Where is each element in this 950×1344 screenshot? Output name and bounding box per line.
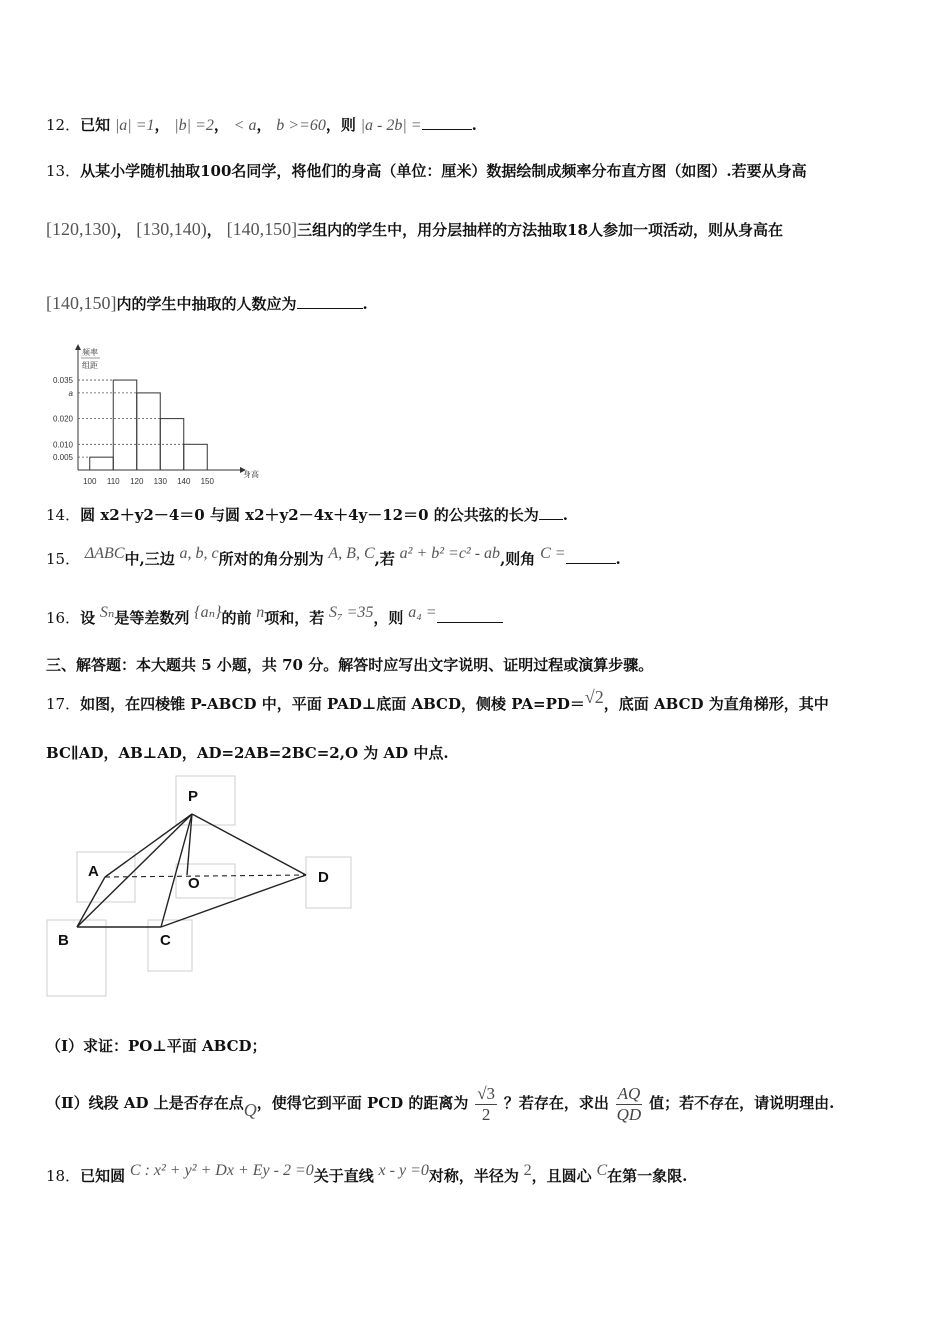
q16-sn: Sₙ <box>99 604 115 621</box>
q17-part2-text-d: 值；若不存在，请说明理由. <box>649 1094 835 1112</box>
q13-interval-3: [140,150] <box>226 219 298 239</box>
q17-fraction-distance <box>475 1084 497 1125</box>
q18-text: ，且圆心 <box>531 1167 592 1185</box>
y-tick-label: 0.020 <box>52 414 73 424</box>
q12-end: . <box>471 116 477 134</box>
x-tick-label: 100 <box>83 477 97 486</box>
label-box-b <box>47 920 106 996</box>
q17-sqrt2: √2 <box>584 687 604 707</box>
q18-center: C <box>596 1162 608 1179</box>
label-box-p <box>176 776 235 825</box>
edge-cd <box>161 875 306 927</box>
x-tick-label: 140 <box>177 477 191 486</box>
q16-an: {aₙ} <box>194 604 222 621</box>
q18-text: 关于直线 <box>313 1167 374 1185</box>
question-16 <box>46 604 503 630</box>
vertex-label-p: P <box>188 788 199 805</box>
q12-sep: ， <box>213 116 229 134</box>
question-13-line2 <box>46 218 783 241</box>
q17-text1: 如图，在四棱锥 P-ABCD 中，平面 PAD⊥底面 ABCD，侧棱 PA=PD＝ <box>80 695 585 713</box>
q13-text: 从某小学随机抽取100名同学，将他们的身高（单位：厘米）数据绘制成频率分布直方图（如图）.若要从身高 <box>80 162 807 180</box>
x-tick-label: 130 <box>153 477 167 486</box>
q14-number: 14． <box>46 506 81 524</box>
q15-angle-c: C = <box>540 545 566 562</box>
q12-math-result: |a - 2b| = <box>360 117 422 134</box>
q13-sep: ， <box>116 221 132 239</box>
q17-part2-text-c: ？若存在，求出 <box>503 1094 609 1112</box>
q15-end: . <box>615 550 621 568</box>
q17-fraction-ratio <box>616 1084 643 1125</box>
vertex-label-d: D <box>318 869 329 886</box>
histogram-bar <box>184 444 208 470</box>
question-12 <box>46 114 477 137</box>
q14-end: . <box>562 506 569 524</box>
q13-interval-4: [140,150] <box>46 293 117 313</box>
q12-math-angle: < a <box>233 117 257 134</box>
label-box-o <box>176 864 235 898</box>
y-tick-label: 0.035 <box>52 376 73 386</box>
histogram-chart <box>40 340 260 492</box>
vertex-label-b: B <box>58 932 69 949</box>
q13-text3: 内的学生中抽取的人数应为 <box>116 295 297 313</box>
q12-answer-blank <box>422 115 472 130</box>
q18-radius: 2 <box>523 1162 532 1179</box>
q16-number: 16． <box>46 609 81 627</box>
y-axis-arrow <box>75 344 81 350</box>
question-14 <box>46 504 568 526</box>
q13-text2: 三组内的学生中，用分层抽样的方法抽取18人参加一项活动，则从身高在 <box>297 221 783 239</box>
q16-text: 是等差数列 <box>114 609 190 627</box>
pyramid-figure <box>40 770 360 1002</box>
question-18 <box>46 1162 688 1188</box>
vertex-label-a: A <box>88 863 99 880</box>
histogram-bar <box>90 457 114 470</box>
q16-answer-blank <box>437 608 503 623</box>
frac-numerator: AQ <box>617 1083 641 1103</box>
edge-pd <box>192 814 306 875</box>
question-17-line2: BC∥AD，AB⊥AD，AD=2AB=2BC=2,O 为 AD 中点. <box>46 744 449 762</box>
histogram-bar <box>137 393 161 470</box>
q18-text: 在第一象限. <box>607 1167 688 1185</box>
q17-text2: ，底面 ABCD 为直角梯形，其中 <box>603 695 829 713</box>
frac-denominator: 2 <box>481 1104 491 1124</box>
question-15 <box>46 545 621 571</box>
q15-text: 中,三边 <box>124 550 175 568</box>
q14-answer-blank <box>539 505 563 520</box>
q16-text: ，则 <box>373 609 404 627</box>
q15-triangle: ΔABC <box>84 545 125 562</box>
x-tick-label: 110 <box>106 477 120 486</box>
q15-text: ,则角 <box>500 550 536 568</box>
q12-math-a: |a| =1 <box>114 117 155 134</box>
q18-number: 18． <box>46 1167 81 1185</box>
q16-text: 项和，若 <box>264 609 325 627</box>
q16-text: 的前 <box>221 609 252 627</box>
vertex-label-o: O <box>188 875 200 892</box>
y-tick-label: 0.005 <box>52 453 73 463</box>
q12-math-angle-val: b >=60 <box>276 117 326 134</box>
q12-sep: ， <box>154 116 170 134</box>
y-tick-label: a <box>68 388 73 398</box>
q12-number: 12． <box>46 116 81 134</box>
q12-text: 已知 <box>80 116 111 134</box>
q13-end: . <box>362 295 368 313</box>
question-13-line3 <box>46 292 368 315</box>
q17-part2-text-a: （Ⅱ）线段 AD 上是否存在点 <box>46 1094 244 1112</box>
section-3-heading: 三、解答题：本大题共 5 小题，共 70 分。解答时应写出文字说明、证明过程或演算步骤。 <box>46 656 654 674</box>
x-axis-label: 身高 <box>243 470 259 479</box>
q17-number: 17． <box>46 695 81 713</box>
histogram-bar <box>113 380 137 470</box>
q15-text: ,若 <box>374 550 395 568</box>
q15-text: 所对的角分别为 <box>218 550 324 568</box>
question-17 <box>46 687 829 715</box>
q15-sides: a, b, c <box>179 545 219 562</box>
q13-sep: ， <box>206 221 222 239</box>
q16-s7: S₇ =35 <box>329 604 374 621</box>
q13-number: 13． <box>46 162 81 180</box>
q18-line-eq: x - y =0 <box>378 1162 429 1179</box>
q15-number: 15． <box>46 550 81 568</box>
q15-equation: a² + b² =c² - ab <box>399 545 501 562</box>
y-tick-label: 0.010 <box>52 440 73 450</box>
q12-sep: ， <box>256 116 272 134</box>
q17-part-1: （Ⅰ）求证：PO⊥平面 ABCD； <box>46 1037 267 1055</box>
q15-angles: A, B, C <box>328 545 375 562</box>
q17-point-q: Q <box>243 1100 257 1120</box>
y-axis-label-top: 频率 <box>82 348 98 357</box>
q13-interval-2: [130,140) <box>136 219 207 239</box>
q18-text: 对称，半径为 <box>428 1167 519 1185</box>
q15-answer-blank <box>566 549 616 564</box>
q18-circle-eq: C : x² + y² + Dx + Ey - 2 =0 <box>129 1162 314 1179</box>
q17-part-2 <box>46 1080 834 1125</box>
question-13 <box>46 160 807 182</box>
q16-text: 设 <box>80 609 96 627</box>
q17-part2-text-b: ，使得它到平面 PCD 的距离为 <box>256 1094 469 1112</box>
q12-sep: ，则 <box>325 116 356 134</box>
q13-answer-blank <box>297 294 363 309</box>
y-axis-label-bottom: 组距 <box>82 361 98 370</box>
x-tick-label: 150 <box>200 477 214 486</box>
vertex-label-c: C <box>160 932 171 949</box>
x-tick-label: 120 <box>130 477 144 486</box>
q14-text: 圆 x2＋y2－4＝0 与圆 x2＋y2－4x＋4y－12＝0 的公共弦的长为 <box>80 506 539 524</box>
q13-interval-1: [120,130) <box>46 219 117 239</box>
frac-numerator: √3 <box>477 1083 496 1103</box>
q16-a4: a₄ = <box>408 604 437 621</box>
q12-math-b: |b| =2 <box>174 117 214 134</box>
q16-n: n <box>256 604 265 621</box>
edge-pa <box>105 814 192 877</box>
frac-denominator: QD <box>616 1104 642 1124</box>
q18-text: 已知圆 <box>80 1167 126 1185</box>
